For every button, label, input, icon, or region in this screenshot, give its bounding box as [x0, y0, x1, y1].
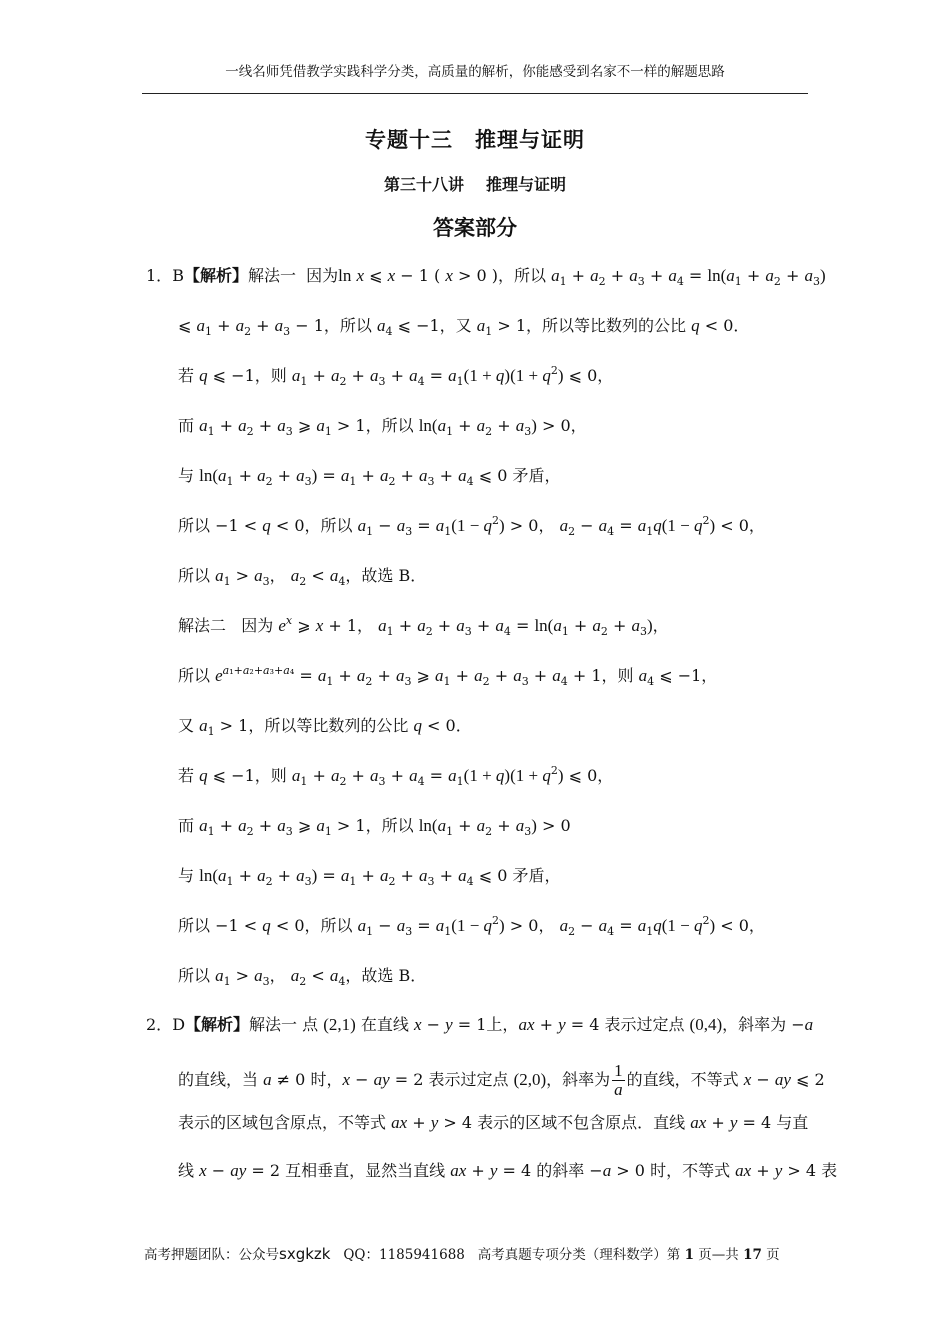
q2-line-2: 的直线，当 a ≠ 0 时，x − ay = 2 表示过定点 (2,0)，斜率为 $\frac{1}{a}$ 的直线，不等式 x − ay ⩽ 2	[178, 1061, 825, 1099]
q1-line-9: 所以 $e^{a_1+a_2+a_3+a_4} = a_1 + a_2 + a_3$ ⩾ $a_1 + a_2 + a_3 + a_4 + 1$，则 $a_4$ ⩽ −1，	[178, 664, 718, 688]
q1-line-10: 又 $a_1 > 1$，所以等比数列的公比 q < 0．	[178, 716, 472, 738]
q1-line-2: ⩽ $a_1 + a_2 + a_3 - 1$，所以 $a_4$ ⩽ −1，又 $a_1 > 1$，所以等比数列的公比 q < 0．	[178, 316, 750, 338]
q1-line-13: 与 $\ln(a_1 + a_2 + a_3) = a_1 + a_2 + a_3 + a_4$ ⩽ 0 矛盾，	[178, 866, 561, 888]
q1-line-4: 而 $a_1 + a_2 + a_3$ ⩾ $a_1 > 1$，所以 $\ln(a_1 + a_2 + a_3) > 0$，	[178, 416, 587, 438]
q1-line-15: 所以 $a_1 > a_3$， $a_2 < a_4$，故选 B．	[178, 966, 427, 988]
q1-line-6: 所以 −1 < q < 0，所以 $a_1 - a_3 = a_1(1 - q^2) > 0$， $a_2 - a_4 = a_1q(1 - q^2) < 0$，	[178, 514, 765, 538]
q1-line-14: 所以 −1 < q < 0，所以 $a_1 - a_3 = a_1(1 - q^2) > 0$， $a_2 - a_4 = a_1q(1 - q^2) < 0$，	[178, 914, 765, 938]
lecture-title: 第三十八讲 推理与证明	[383, 175, 567, 194]
q2-line-3: 表示的区域包含原点，不等式 ax + y > 4 表示的区域不包含原点．直线 ax + y = 4 与直	[178, 1113, 809, 1132]
header-slogan: 一线名师凭借教学实践科学分类，高质量的解析，你能感受到名家不一样的解题思路	[225, 64, 725, 80]
header-rule	[142, 93, 808, 94]
q1-line-5: 与 $\ln(a_1 + a_2 + a_3) = a_1 + a_2 + a_3 + a_4$ ⩽ 0 矛盾，	[178, 466, 561, 488]
q1-line-8: 解法二 因为 $e^x$ ⩾ x + 1， $a_1 + a_2 + a_3 + a_4 = \ln(a_1 + a_2 + a_3)$，	[178, 614, 669, 638]
q1-line-1: 1．B【解析】解法一 因为ln x ⩽ x − 1 ( x > 0 )，所以 $a_1 + a_2 + a_3 + a_4 = \ln(a_1 + a_2 + a_3)$	[146, 266, 826, 288]
chapter-title: 专题十三 推理与证明	[365, 128, 585, 152]
fraction-one-over-a: $\frac{1}{a}$	[614, 1061, 623, 1099]
q1-line-3: 若 q ⩽ −1，则 $a_1 + a_2 + a_3 + a_4 = a_1(1 + q)(1 + q^2)$ ⩽ 0，	[178, 364, 614, 388]
q1-line-11: 若 q ⩽ −1，则 $a_1 + a_2 + a_3 + a_4 = a_1(1 + q)(1 + q^2)$ ⩽ 0，	[178, 764, 614, 788]
page-footer: 高考押题团队：公众号sxgkzk QQ：1185941688 高考真题专项分类（理科数学）第 1 页—共 17 页	[144, 1245, 780, 1263]
q1-line-12: 而 $a_1 + a_2 + a_3$ ⩾ $a_1 > 1$，所以 $\ln(a_1 + a_2 + a_3) > 0$	[178, 816, 571, 838]
q2-line-4: 线 x − ay = 2 互相垂直，显然当直线 ax + y = 4 的斜率 −a > 0 时，不等式 ax + y > 4 表	[178, 1161, 838, 1180]
q1-line-7: 所以 $a_1 > a_3$， $a_2 < a_4$，故选 B．	[178, 566, 427, 588]
q2-line-1: 2．D【解析】解法一 点 (2,1) 在直线 x − y = 1上，ax + y = 4 表示过定点 (0,4)，斜率为 −a	[146, 1015, 814, 1034]
answer-title: 答案部分	[433, 216, 517, 240]
